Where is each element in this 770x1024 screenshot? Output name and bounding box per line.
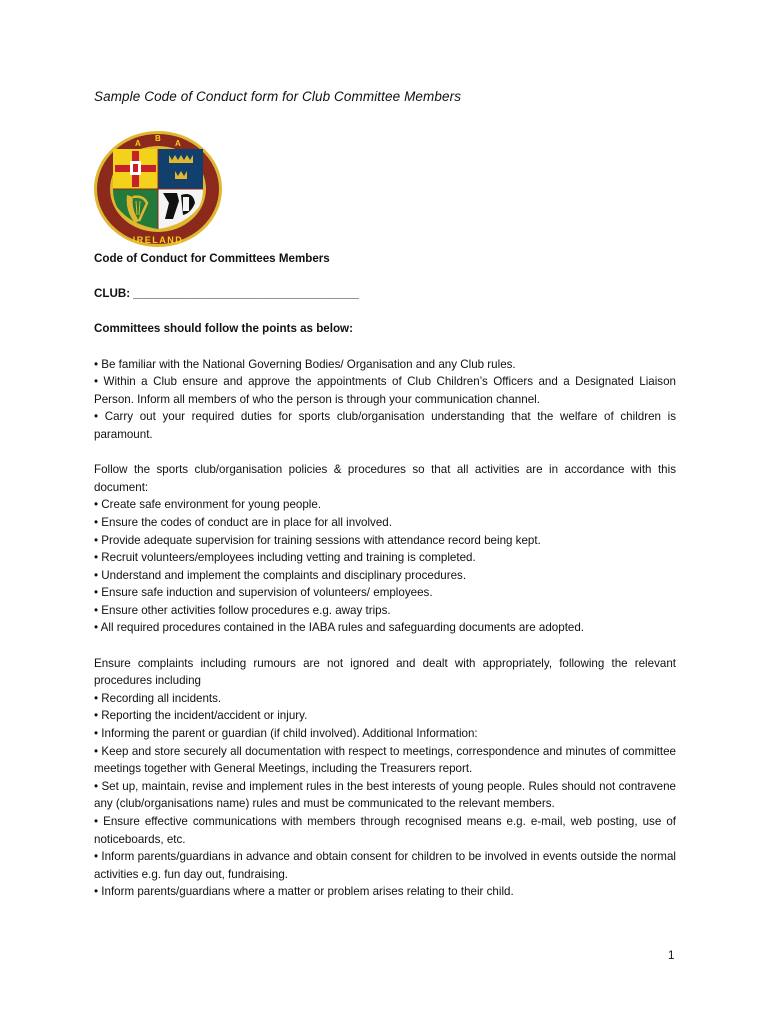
list-item: • Inform parents/guardians where a matter or problem arises relating to their child. bbox=[94, 885, 514, 899]
list-item: • Ensure the codes of conduct are in place for all involved. bbox=[94, 515, 392, 529]
list-item: • Ensure safe induction and supervision of volunteers/ employees. bbox=[94, 586, 433, 600]
document-title: Sample Code of Conduct form for Club Committee Members bbox=[94, 89, 462, 104]
points-heading: Committees should follow the points as below: bbox=[94, 322, 353, 336]
list-item: • Carry out your required duties for sports club/organisation understanding that the welfare of children is paramount. bbox=[94, 410, 676, 441]
list-item: • Create safe environment for young people. bbox=[94, 498, 322, 512]
club-field-line: CLUB: ___________________________________ bbox=[94, 287, 359, 301]
list-item: • Within a Club ensure and approve the appointments of Club Children’s Officers and a Designated Liaison Person. Inform all members of who the person is through your communication channel. bbox=[94, 375, 676, 406]
policies-intro: Follow the sports club/organisation policies & procedures so that all activities are in accordance with this document: bbox=[94, 463, 676, 494]
list-item: • Informing the parent or guardian (if child involved). Additional Information: bbox=[94, 727, 478, 741]
logo-letter-a2: A bbox=[175, 139, 181, 148]
list-item: • Inform parents/guardians in advance and obtain consent for children to be involved in events outside the normal activities e.g. fun day out, fundraising. bbox=[94, 850, 676, 881]
complaints-intro: Ensure complaints including rumours are not ignored and dealt with appropriately, following the relevant procedures including bbox=[94, 656, 676, 688]
logo-letter-a1: A bbox=[135, 139, 141, 148]
list-item: • Keep and store securely all documentation with respect to meetings, correspondence and minutes of committee meetings together with General Meetings, including the Treasurers report. bbox=[94, 744, 676, 776]
document-body bbox=[94, 250, 676, 901]
list-item: • All required procedures contained in the IABA rules and safeguarding documents are adopted. bbox=[94, 621, 585, 635]
list-item: • Ensure effective communications with members through recognised means e.g. e-mail, web posting, use of noticeboards, etc. bbox=[94, 815, 676, 846]
list-item: • Provide adequate supervision for training sessions with attendance record being kept. bbox=[94, 533, 541, 547]
list-item: • Ensure other activities follow procedures e.g. away trips. bbox=[94, 603, 391, 617]
section-heading: Code of Conduct for Committees Members bbox=[94, 252, 330, 265]
page-number: 1 bbox=[668, 949, 675, 962]
list-item: • Understand and implement the complaints and disciplinary procedures. bbox=[94, 568, 467, 582]
logo-ireland-text: IRELAND bbox=[132, 235, 184, 245]
list-item: • Set up, maintain, revise and implement rules in the best interests of young people. Rules should not contravene any (club/organisations name) rules and must be communicated to the relevant members. bbox=[94, 779, 676, 811]
list-item: • Recruit volunteers/employees including vetting and training is completed. bbox=[94, 551, 476, 565]
list-item: • Recording all incidents. bbox=[94, 691, 222, 705]
iaba-ireland-logo bbox=[91, 129, 225, 249]
logo-letter-b: B bbox=[155, 134, 161, 143]
list-item: • Reporting the incident/accident or injury. bbox=[94, 709, 308, 723]
list-item: • Be familiar with the National Governing Bodies/ Organisation and any Club rules. bbox=[94, 357, 516, 371]
